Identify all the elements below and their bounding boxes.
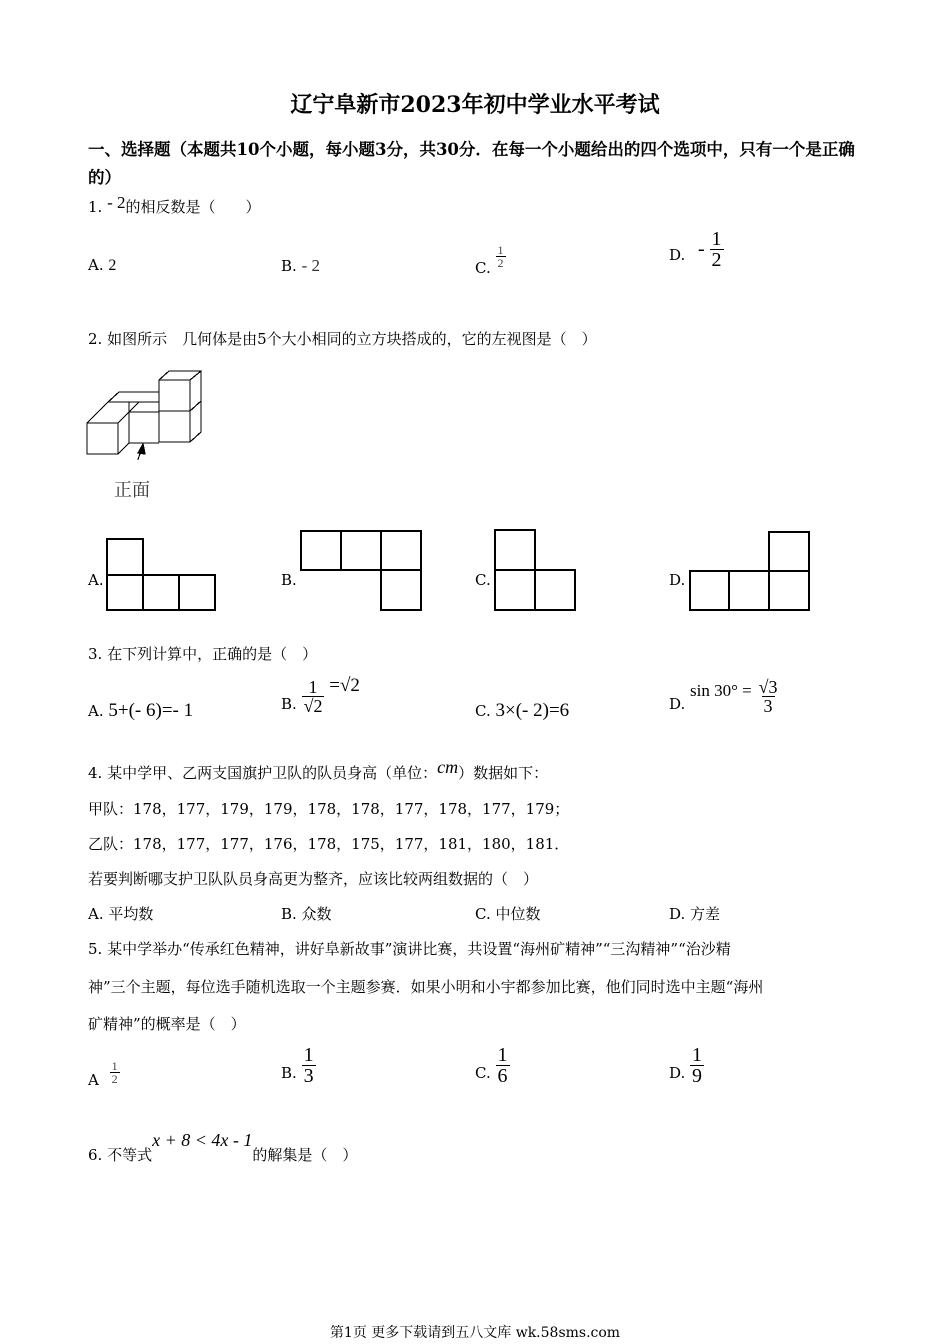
- q4-unit: cm: [437, 757, 459, 777]
- square: [107, 575, 143, 610]
- square: [769, 571, 809, 610]
- fraction: [710, 229, 724, 270]
- square: [535, 570, 575, 610]
- q4-team-a: 甲队：178，177，179，179，178，178，177，178，177，179；: [88, 800, 570, 818]
- option-label: D.: [669, 245, 686, 264]
- q4-option-a[interactable]: A. 平均数: [88, 905, 154, 923]
- square: [495, 570, 535, 610]
- option-label: C.: [475, 702, 491, 720]
- fraction-numerator: 1: [497, 1044, 508, 1066]
- fraction-numerator: 1: [303, 1044, 314, 1066]
- fraction-numerator: 1: [111, 1059, 118, 1073]
- q3-option-a[interactable]: [88, 700, 193, 722]
- option-label: C.: [475, 258, 491, 277]
- fraction-denominator: 9: [692, 1065, 703, 1087]
- q1-option-d[interactable]: [669, 229, 724, 270]
- option-label: D.: [669, 694, 686, 713]
- page-title: 辽宁阜新市2023年初中学业水平考试: [290, 92, 660, 118]
- q2-option-b-label[interactable]: B.: [281, 571, 297, 589]
- option-label: B.: [281, 257, 297, 275]
- q1-text: 的相反数是（ ）: [125, 198, 261, 216]
- option-label: A.: [88, 702, 104, 720]
- q4-question: 若要判断哪支护卫队队员身高更为整齐，应该比较两组数据的（ ）: [88, 870, 539, 888]
- q6-number: 6. 不等式: [88, 1146, 153, 1164]
- fraction: [302, 1045, 316, 1086]
- q4-option-c[interactable]: C. 中位数: [475, 905, 541, 923]
- square: [179, 575, 215, 610]
- q1-number: 1.: [88, 198, 103, 216]
- q5-line-3: 矿精神”的概率是（ ）: [88, 1015, 246, 1033]
- fraction-numerator: 1: [308, 677, 318, 697]
- q3-option-b[interactable]: [281, 674, 360, 716]
- q3-option-d[interactable]: [669, 678, 779, 715]
- q4-option-d[interactable]: D. 方差: [669, 905, 721, 923]
- option-sign: -: [698, 238, 705, 260]
- option-label: A: [88, 1070, 99, 1089]
- q5-line-1: 5. 某中学举办“传承红色精神，讲好阜新故事”演讲比赛，共设置“海州矿精神”“三沟精神”“治沙精: [88, 940, 731, 958]
- q2-option-d-label[interactable]: D.: [669, 571, 686, 589]
- square: [341, 531, 381, 570]
- fraction: [690, 1045, 704, 1086]
- fraction-denominator: 3: [763, 696, 773, 716]
- page-footer: 第1页 更多下载请到五八文库 wk.58sms.com: [329, 1325, 621, 1341]
- question-6: [88, 1130, 358, 1164]
- option-value: 2: [108, 257, 117, 274]
- q5-option-a[interactable]: [88, 1059, 120, 1089]
- question-1: [88, 193, 261, 217]
- cube-edge: [159, 371, 201, 380]
- q5-line-2: 神”三个主题，每位选手随机选取一个主题参赛．如果小明和小宇都参加比赛，他们同时选中主题“海州: [88, 978, 764, 996]
- square: [143, 575, 179, 610]
- option-label: C.: [475, 1063, 491, 1082]
- cube-edge: [190, 401, 201, 411]
- q5-option-d[interactable]: [669, 1045, 704, 1086]
- arrow-head: [138, 444, 145, 454]
- q2-option-b-figure[interactable]: [299, 530, 425, 612]
- square: [381, 570, 421, 610]
- fraction: [496, 1045, 510, 1086]
- cube-edge: [108, 392, 159, 402]
- question-4: [88, 757, 549, 783]
- fraction: [496, 244, 506, 269]
- q1-option-b[interactable]: [281, 256, 320, 276]
- q4-team-b: 乙队：178，177，177，176，178，175，177，181，180，181．: [88, 835, 570, 853]
- option-label: B.: [281, 1063, 297, 1082]
- q2-option-d-figure[interactable]: [688, 531, 812, 612]
- q2-option-a-figure[interactable]: [105, 538, 217, 612]
- option-label: B.: [281, 694, 297, 713]
- option-value: - 2: [301, 256, 320, 275]
- square: [495, 530, 535, 570]
- square: [690, 571, 729, 610]
- square: [301, 531, 341, 570]
- q4-text-a: 4. 某中学甲、乙两支国旗护卫队的队员身高（单位：: [88, 764, 438, 782]
- option-label: D.: [669, 1063, 686, 1082]
- q2-option-a-label[interactable]: A.: [88, 571, 104, 589]
- question-3: 3. 在下列计算中，正确的是（ ）: [88, 645, 318, 663]
- q2-option-c-figure[interactable]: [493, 529, 577, 612]
- q3-option-c[interactable]: [475, 700, 569, 722]
- fraction: [110, 1060, 120, 1085]
- section-header: 一、选择题（本题共10个小题，每小题3分，共30分．在每一个小题给出的四个选项中，只有一个是正确的）: [88, 140, 855, 187]
- fraction-denominator: 3: [303, 1065, 314, 1087]
- q4-option-b[interactable]: B. 众数: [281, 905, 332, 923]
- q6-inequality: x + 8 < 4x - 1: [152, 1130, 253, 1150]
- q2-option-c-label[interactable]: C.: [475, 571, 491, 589]
- fraction-numerator: 1: [692, 1044, 703, 1066]
- q4-text-b: ）数据如下：: [458, 764, 549, 782]
- option-label: A.: [88, 256, 104, 274]
- fraction-numerator: 1: [711, 228, 722, 250]
- fraction: [302, 678, 325, 715]
- cube-face: [159, 411, 190, 442]
- front-label: 正面: [114, 480, 150, 501]
- fraction-numerator: √3: [758, 677, 778, 697]
- fraction-denominator: 6: [497, 1065, 508, 1087]
- cube-face: [87, 423, 118, 454]
- fraction-denominator: √2: [303, 696, 323, 716]
- q1-option-c[interactable]: [475, 243, 506, 277]
- q1-option-a[interactable]: [88, 256, 116, 275]
- option-expression: 5+(- 6)=- 1: [108, 700, 194, 721]
- question-2: 2. 如图所示 几何体是由5个大小相同的立方块搭成的，它的左视图是（ ）: [88, 330, 597, 348]
- option-rhs: =√2: [329, 674, 360, 696]
- square: [769, 532, 809, 571]
- fraction-denominator: 2: [497, 256, 504, 270]
- fraction-denominator: 2: [111, 1072, 118, 1086]
- option-expression: 3×(- 2)=6: [495, 700, 570, 721]
- fraction-denominator: 2: [711, 249, 722, 271]
- cube-figure: [86, 370, 216, 460]
- square: [107, 539, 143, 575]
- option-lhs: sin 30° =: [690, 680, 752, 700]
- q1-expression: - 2: [107, 193, 126, 212]
- fraction: [757, 678, 780, 715]
- square: [381, 531, 421, 570]
- q5-option-c[interactable]: [475, 1045, 510, 1086]
- fraction-numerator: 1: [497, 243, 504, 257]
- cube-face: [159, 380, 190, 411]
- q5-option-b[interactable]: [281, 1045, 316, 1086]
- q6-text: 的解集是（ ）: [252, 1146, 358, 1164]
- square: [729, 571, 769, 610]
